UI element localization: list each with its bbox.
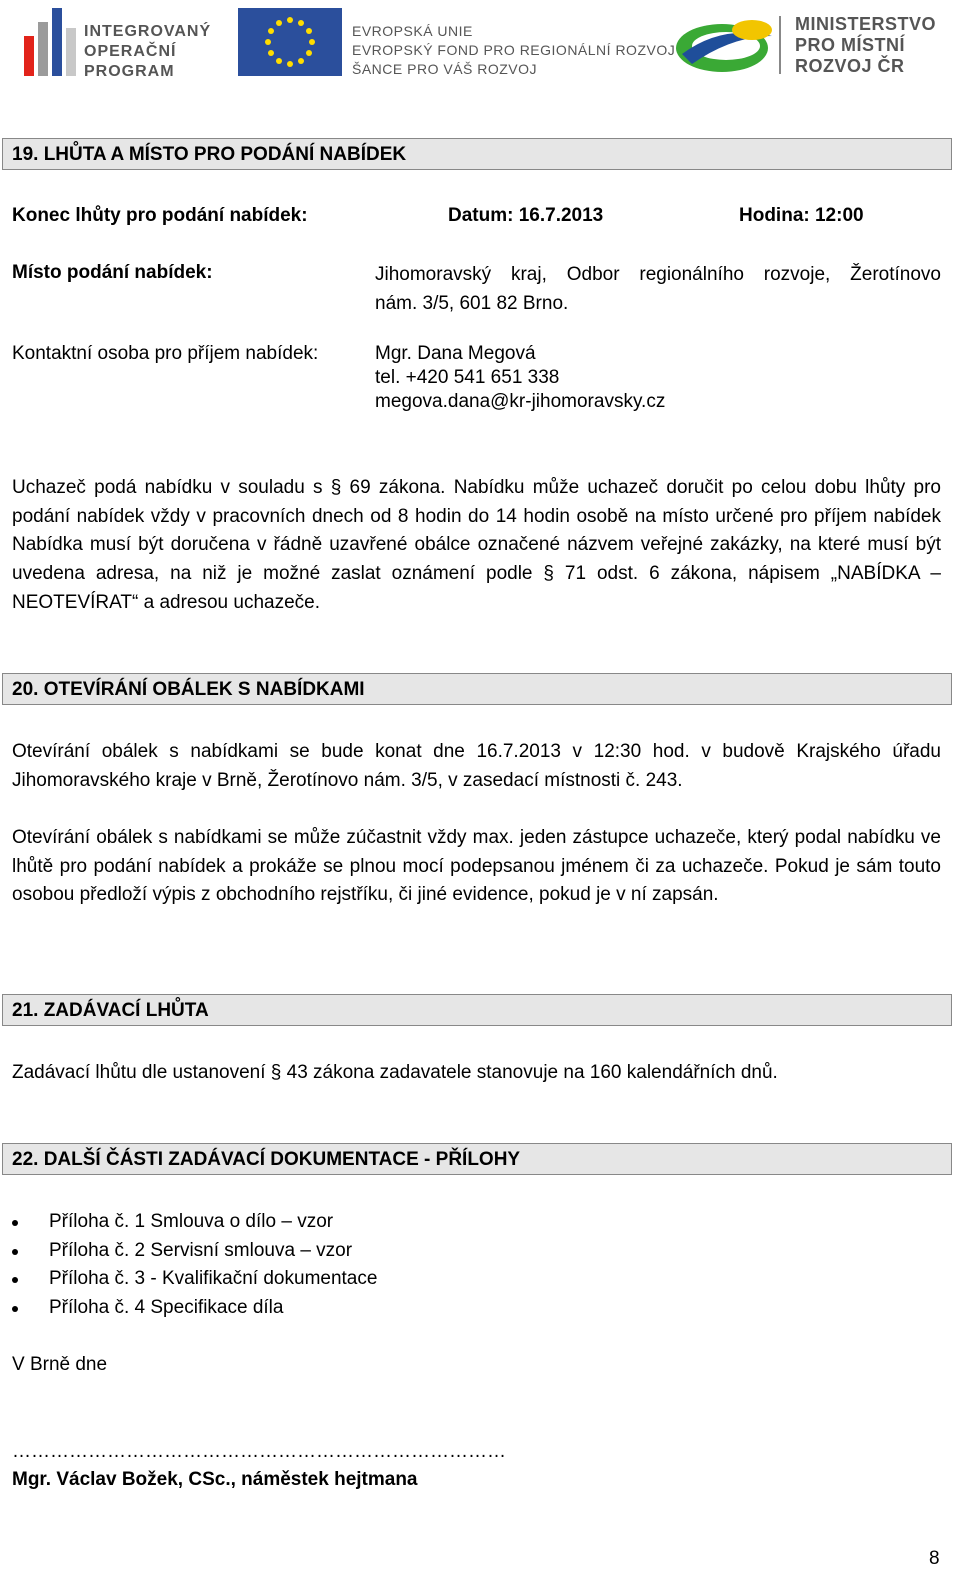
place-address-line2: nám. 3/5, 601 82 Brno. — [375, 292, 569, 314]
place-label: Místo podání nabídek: — [12, 262, 213, 283]
section-19-header: 19. LHŮTA A MÍSTO PRO PODÁNÍ NABÍDEK — [2, 138, 952, 170]
deadline-label: Konec lhůty pro podání nabídek: — [12, 205, 308, 226]
signature-line: …………………………………………………………………… — [12, 1441, 506, 1462]
section-21-paragraph: Zadávací lhůtu dle ustanovení § 43 zákona zadavatele stanovuje na 160 kalendářních dnů. — [12, 1062, 778, 1083]
list-item: Příloha č. 2 Servisní smlouva – vzor — [12, 1237, 377, 1266]
section-20-paragraph-2: Otevírání obálek s nabídkami se může zúčastnit vždy max. jeden zástupce uchazeče, který podal nabídku ve lhůtě pro podání nabídek a prokáže se plnou mocí podepsanou jménem či za uchazeče. Pokud je sám touto osobou předloží výpis z obchodního rejstříku, či jiné evidence, pokud je v ní zapsán. — [12, 827, 941, 906]
place-address — [375, 261, 941, 318]
bullet-icon — [12, 1220, 18, 1226]
contact-label: Kontaktní osoba pro příjem nabídek: — [12, 343, 319, 364]
contact-name: Mgr. Dana Megová — [375, 343, 536, 364]
section-21-header: 21. ZADÁVACÍ LHŮTA — [2, 994, 952, 1026]
iop-logo-text: INTEGROVANÝ OPERAČNÍ PROGRAM — [84, 23, 212, 80]
list-item: Příloha č. 3 - Kvalifikační dokumentace — [12, 1265, 377, 1294]
signatory-name: Mgr. Václav Božek, CSc., náměstek hejtmana — [12, 1469, 418, 1490]
mmr-logo-divider — [779, 16, 781, 74]
logo-header — [0, 0, 960, 90]
list-item: Příloha č. 4 Specifikace díla — [12, 1294, 377, 1323]
iop-logo-mark — [22, 8, 82, 78]
deadline-date: Datum: 16.7.2013 — [448, 205, 604, 226]
eu-logo-text: EVROPSKÁ UNIE EVROPSKÝ FOND PRO REGIONÁLNÍ ROZVOJ ŠANCE PRO VÁŠ ROZVOJ — [352, 23, 676, 77]
list-item: Příloha č. 1 Smlouva o dílo – vzor — [12, 1208, 377, 1237]
deadline-time: Hodina: 12:00 — [739, 205, 864, 226]
place-address-line1: Jihomoravský kraj, Odbor regionálního rozvoje, Žerotínovo — [375, 264, 941, 285]
place-and-date: V Brně dne — [12, 1354, 108, 1375]
bullet-icon — [12, 1249, 18, 1255]
contact-email: megova.dana@kr-jihomoravsky.cz — [375, 391, 666, 412]
bullet-icon — [12, 1277, 18, 1283]
section-20-header: 20. OTEVÍRÁNÍ OBÁLEK S NABÍDKAMI — [2, 673, 952, 705]
bullet-icon — [12, 1306, 18, 1312]
contact-details — [375, 342, 665, 414]
eu-flag-icon — [238, 8, 342, 76]
section-19-paragraph: Uchazeč podá nabídku v souladu s § 69 zákona. Nabídku může uchazeč doručit po celou dobu lhůty pro podání nabídek vždy v pracovních dnech od 8 hodin do 14 hodin osobě na místo určené pro příjem nabídek Nabídka musí být doručena v řádně uzavřené obálce označené názvem veřejné zakázky, na které musí být uvedena adresa, na niž je možné zaslat oznámení podle § 71 odst. 6 zákona, nápisem „NABÍDKA – NEOTEVÍRAT“ a adresou uchazeče. — [12, 477, 941, 613]
mmr-logo-text: MINISTERSTVO PRO MÍSTNÍ ROZVOJ ČR — [795, 14, 937, 76]
iop-logo — [22, 8, 212, 78]
contact-phone: tel. +420 541 651 338 — [375, 367, 560, 388]
page-number: 8 — [929, 1548, 940, 1569]
mmr-logo-mark — [672, 14, 782, 76]
section-22-header: 22. DALŠÍ ČÁSTI ZADÁVACÍ DOKUMENTACE - PŘÍLOHY — [2, 1143, 952, 1175]
section-20-paragraph-1: Otevírání obálek s nabídkami se bude konat dne 16.7.2013 v 12:30 hod. v budově Krajského úřadu Jihomoravského kraje v Brně, Žerotínovo nám. 3/5, v zasedací místnosti č. 243. — [12, 741, 941, 791]
attachments-list — [12, 1208, 377, 1323]
